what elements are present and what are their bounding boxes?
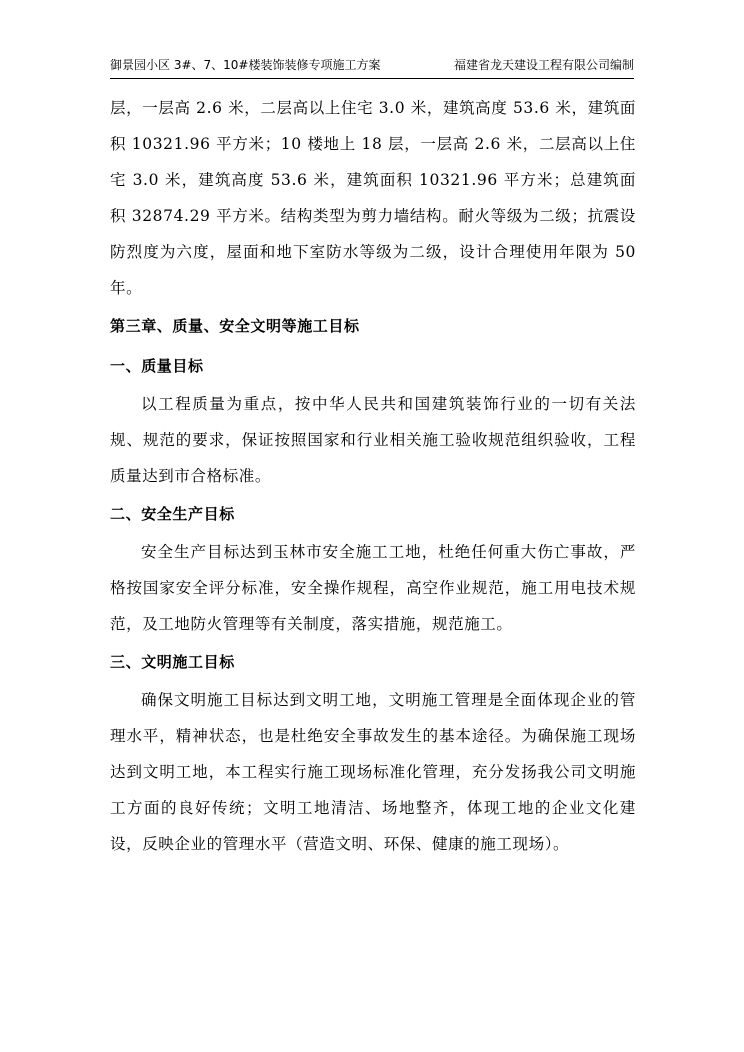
header-company-name: 福建省龙天建设工程有限公司编制: [453, 58, 634, 72]
section-safety-title: 二、安全生产目标: [110, 505, 235, 523]
intro-paragraph: 层，一层高 2.6 米，二层高以上住宅 3.0 米，建筑高度 53.6 米，建筑面积 10321.96 平方米；10 楼地上 18 层，一层高 2.6 米，二层高以上住宅 3.0 米，建筑高度 53.6 米，建筑面积 10321.96 平方米；总建筑面积 32874.29 平方米。结构类型为剪力墙结构。耐火等级为二级；抗震设防烈度为六度，屋面和地下室防水等级为二级，设计合理使用年限为 50 年。: [110, 99, 636, 297]
section-civilized-text: 确保文明施工目标达到文明工地，文明施工管理是全面体现企业的管理水平，精神状态，也是杜绝安全事故发生的基本途径。为确保施工现场达到文明工地，本工程实行施工现场标准化管理，充分发扬我公司文明施工方面的良好传统；文明工地清洁、场地整齐，体现工地的企业文化建设，反映企业的管理水平（营造文明、环保、健康的施工现场）。: [110, 691, 636, 853]
header-project-title: 御景园小区 3#、7、10#楼装饰装修专项施工方案: [110, 58, 381, 72]
section-quality-title: 一、质量目标: [110, 357, 204, 375]
section-safety-text: 安全生产目标达到玉林市安全施工工地，杜绝任何重大伤亡事故，严格按国家安全评分标准，安全操作规程，高空作业规范，施工用电技术规范，及工地防火管理等有关制度，落实措施，规范施工。: [110, 543, 636, 633]
document-body: [110, 90, 636, 862]
chapter-title: 第三章、质量、安全文明等施工目标: [110, 317, 360, 335]
page-header: [110, 56, 634, 74]
section-civilized-title: 三、文明施工目标: [110, 653, 235, 671]
header-divider: [110, 78, 634, 79]
section-quality-text: 以工程质量为重点，按中华人民共和国建筑装饰行业的一切有关法规、规范的要求，保证按照国家和行业相关施工验收规范组织验收，工程质量达到市合格标准。: [110, 395, 636, 485]
